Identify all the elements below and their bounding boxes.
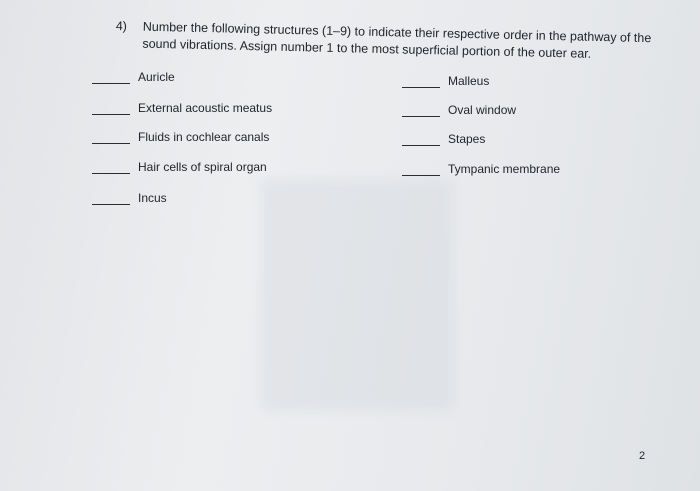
list-item-external-acoustic-meatus: [92, 101, 272, 117]
item-label: Hair cells of spiral organ: [138, 160, 267, 174]
list-item-stapes: [402, 132, 485, 148]
item-label: Stapes: [448, 132, 486, 146]
answer-blank[interactable]: [402, 133, 440, 146]
question-number: 4): [115, 18, 128, 34]
question-block: [115, 18, 676, 61]
answer-blank[interactable]: [402, 75, 440, 88]
answer-blank[interactable]: [92, 161, 130, 174]
answer-blank[interactable]: [92, 192, 130, 205]
list-item-auricle: [92, 70, 175, 86]
answer-blank[interactable]: [402, 104, 440, 117]
list-item-malleus: [402, 74, 489, 90]
item-label: Oval window: [448, 103, 517, 117]
page-number: 2: [639, 450, 646, 462]
list-item-hair-cells-of-spiral-organ: [92, 160, 267, 176]
item-label: Fluids in cochlear canals: [138, 130, 270, 144]
item-label: Incus: [138, 191, 167, 205]
list-item-fluids-in-cochlear-canals: [92, 130, 269, 146]
list-item-oval-window: [402, 103, 516, 119]
list-item-incus: [92, 191, 167, 207]
answer-blank[interactable]: [92, 71, 130, 84]
item-label: External acoustic meatus: [138, 101, 273, 115]
question-text: Number the following structures (1–9) to indicate their respective order in the pathway of the sound vibrations. Assign number 1 to the most superficial portion of the outer ear.: [142, 19, 652, 61]
item-label: Auricle: [138, 70, 175, 84]
answer-blank[interactable]: [92, 102, 130, 115]
item-label: Malleus: [448, 74, 490, 88]
answer-blank[interactable]: [92, 131, 130, 144]
item-label: Tympanic membrane: [448, 162, 561, 176]
answer-blank[interactable]: [402, 163, 440, 176]
list-item-tympanic-membrane: [402, 162, 560, 178]
paper-bleed-through: [262, 180, 452, 410]
